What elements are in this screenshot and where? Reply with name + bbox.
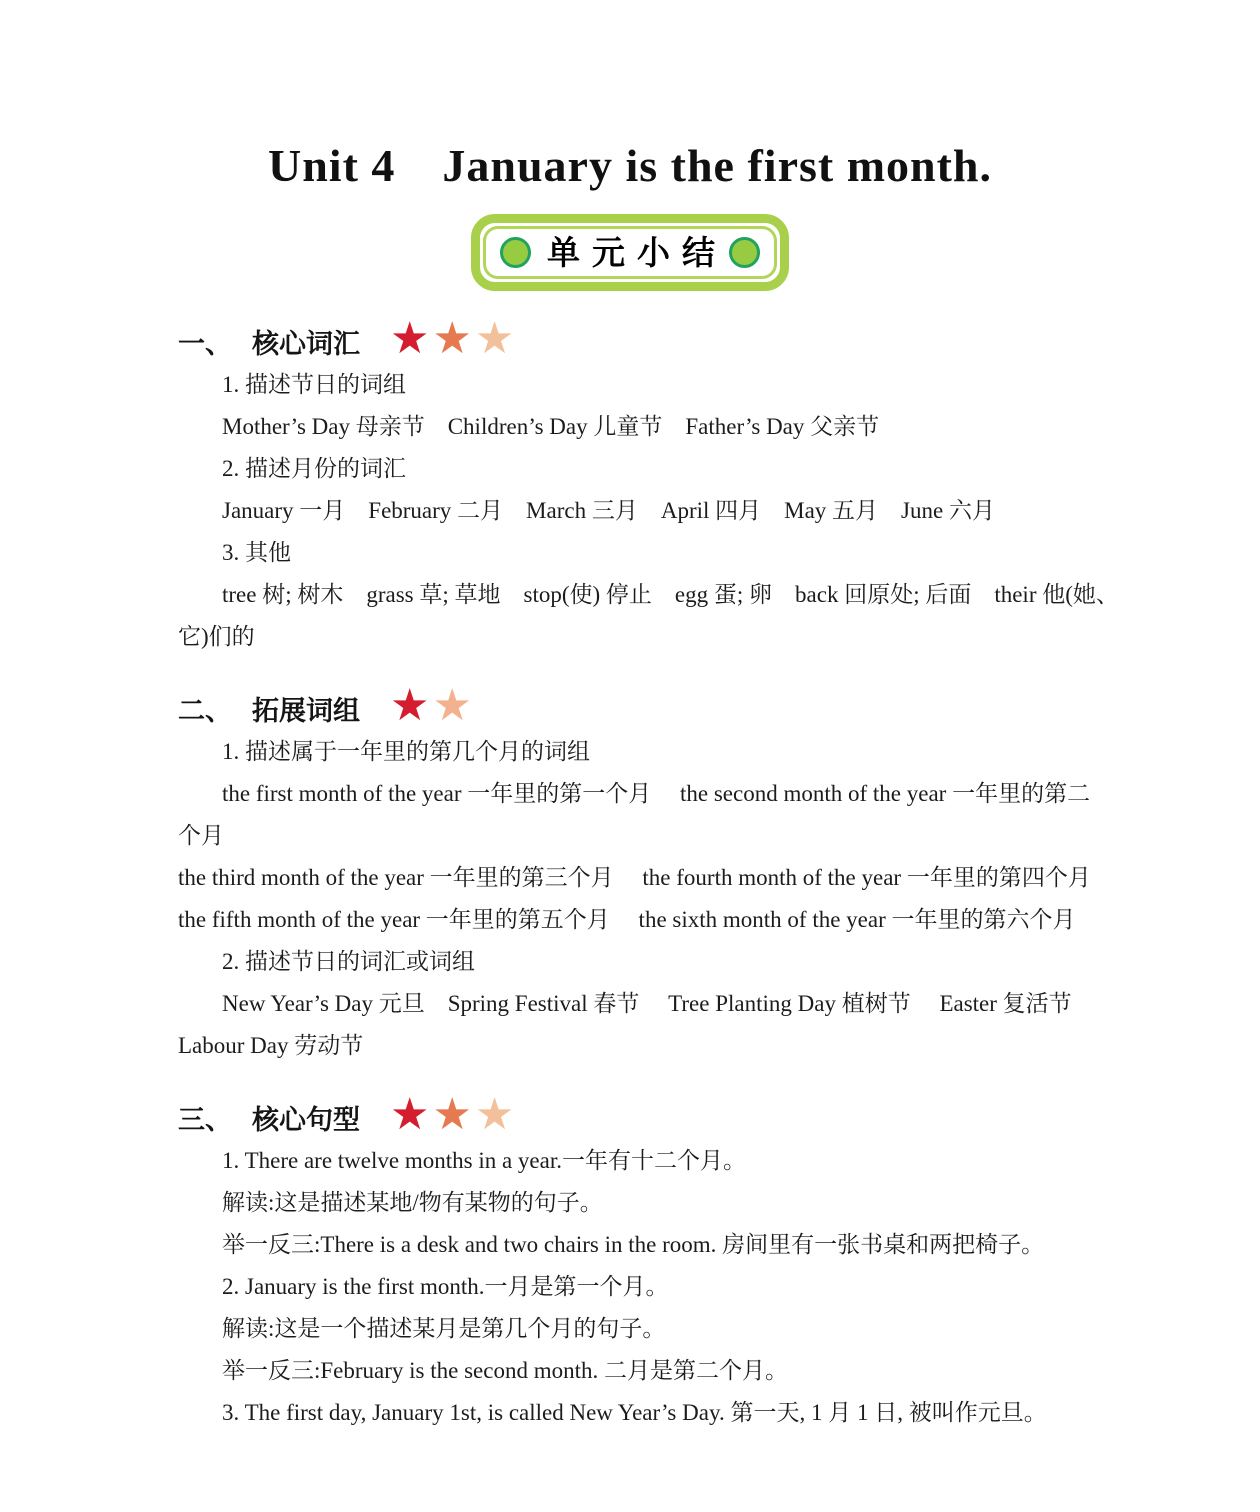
text-line: 解读:这是描述某地/物有某物的句子。 bbox=[222, 1190, 603, 1215]
star-icon: ★ bbox=[390, 680, 430, 731]
section-2-heading bbox=[178, 680, 1200, 731]
text-line: Labour Day 劳动节 bbox=[178, 1033, 364, 1058]
text-line: the first month of the year 一年里的第一个月 the second month of the year 一年里的第二 bbox=[222, 781, 1091, 806]
section-3-number: 三、 bbox=[178, 1104, 232, 1135]
section-1-title: 核心词汇 bbox=[252, 328, 360, 359]
text-line: 2. 描述节日的词汇或词组 bbox=[222, 949, 475, 974]
section-2-rating bbox=[390, 680, 475, 731]
section-2-title: 拓展词组 bbox=[252, 695, 360, 726]
star-icon: ★ bbox=[474, 1089, 515, 1140]
text-line: 1. There are twelve months in a year.一年有十二个月。 bbox=[222, 1148, 746, 1173]
text-line: the fifth month of the year 一年里的第五个月 the sixth month of the year 一年里的第六个月 bbox=[178, 907, 1076, 932]
star-icon: ★ bbox=[432, 313, 472, 364]
section-2-number: 二、 bbox=[178, 695, 232, 726]
star-icon: ★ bbox=[432, 1089, 472, 1140]
section-extended-phrases bbox=[178, 680, 1200, 1067]
text-line: 3. 其他 bbox=[222, 540, 291, 565]
document-content bbox=[0, 313, 1260, 1434]
text-line: 2. 描述月份的词汇 bbox=[222, 456, 406, 481]
text-line: January 一月 February 二月 March 三月 April 四月 May 五月 June 六月 bbox=[222, 498, 995, 523]
star-icon: ★ bbox=[390, 1089, 430, 1140]
text-line: 它)们的 bbox=[178, 624, 255, 649]
text-line: 1. 描述属于一年里的第几个月的词组 bbox=[222, 739, 590, 764]
section-1-number: 一、 bbox=[178, 328, 232, 359]
unit-summary-badge-inner bbox=[483, 226, 777, 279]
text-line: 举一反三:There is a desk and two chairs in the room. 房间里有一张书桌和两把椅子。 bbox=[222, 1232, 1045, 1257]
text-line: 个月 bbox=[178, 823, 224, 848]
text-line: tree 树; 树木 grass 草; 草地 stop(使) 停止 egg 蛋; 卵 back 回原处; 后面 their 他(她、 bbox=[222, 582, 1119, 607]
text-line: 解读:这是一个描述某月是第几个月的句子。 bbox=[222, 1316, 666, 1341]
unit-summary-badge-row bbox=[0, 214, 1260, 291]
text-line: Mother’s Day 母亲节 Children’s Day 儿童节 Father’s Day 父亲节 bbox=[222, 414, 880, 439]
section-3-heading bbox=[178, 1089, 1200, 1140]
section-core-sentence-patterns bbox=[178, 1089, 1200, 1434]
badge-dot-right-icon bbox=[729, 237, 760, 268]
text-line: 3. The first day, January 1st, is called New Year’s Day. 第一天, 1 月 1 日, 被叫作元旦。 bbox=[222, 1400, 1047, 1425]
badge-label: 单元小结 bbox=[547, 234, 727, 271]
page-title: Unit 4 January is the first month. bbox=[267, 140, 993, 191]
star-icon: ★ bbox=[390, 313, 430, 364]
text-line: 1. 描述节日的词组 bbox=[222, 372, 406, 397]
star-icon: ★ bbox=[432, 680, 472, 731]
unit-summary-badge bbox=[471, 214, 789, 291]
section-core-vocabulary bbox=[178, 313, 1200, 658]
badge-dot-left-icon bbox=[500, 237, 531, 268]
star-icon: ★ bbox=[474, 313, 515, 364]
section-3-title: 核心句型 bbox=[252, 1104, 360, 1135]
text-line: 举一反三:February is the second month. 二月是第二个月。 bbox=[222, 1358, 789, 1383]
text-line: 2. January is the first month.一月是第一个月。 bbox=[222, 1274, 669, 1299]
text-line: New Year’s Day 元旦 Spring Festival 春节 Tree Planting Day 植树节 Easter 复活节 bbox=[222, 991, 1072, 1016]
section-1-heading bbox=[178, 313, 1200, 364]
section-1-rating bbox=[390, 313, 517, 364]
section-3-rating bbox=[390, 1089, 517, 1140]
text-line: the third month of the year 一年里的第三个月 the fourth month of the year 一年里的第四个月 bbox=[178, 865, 1091, 890]
